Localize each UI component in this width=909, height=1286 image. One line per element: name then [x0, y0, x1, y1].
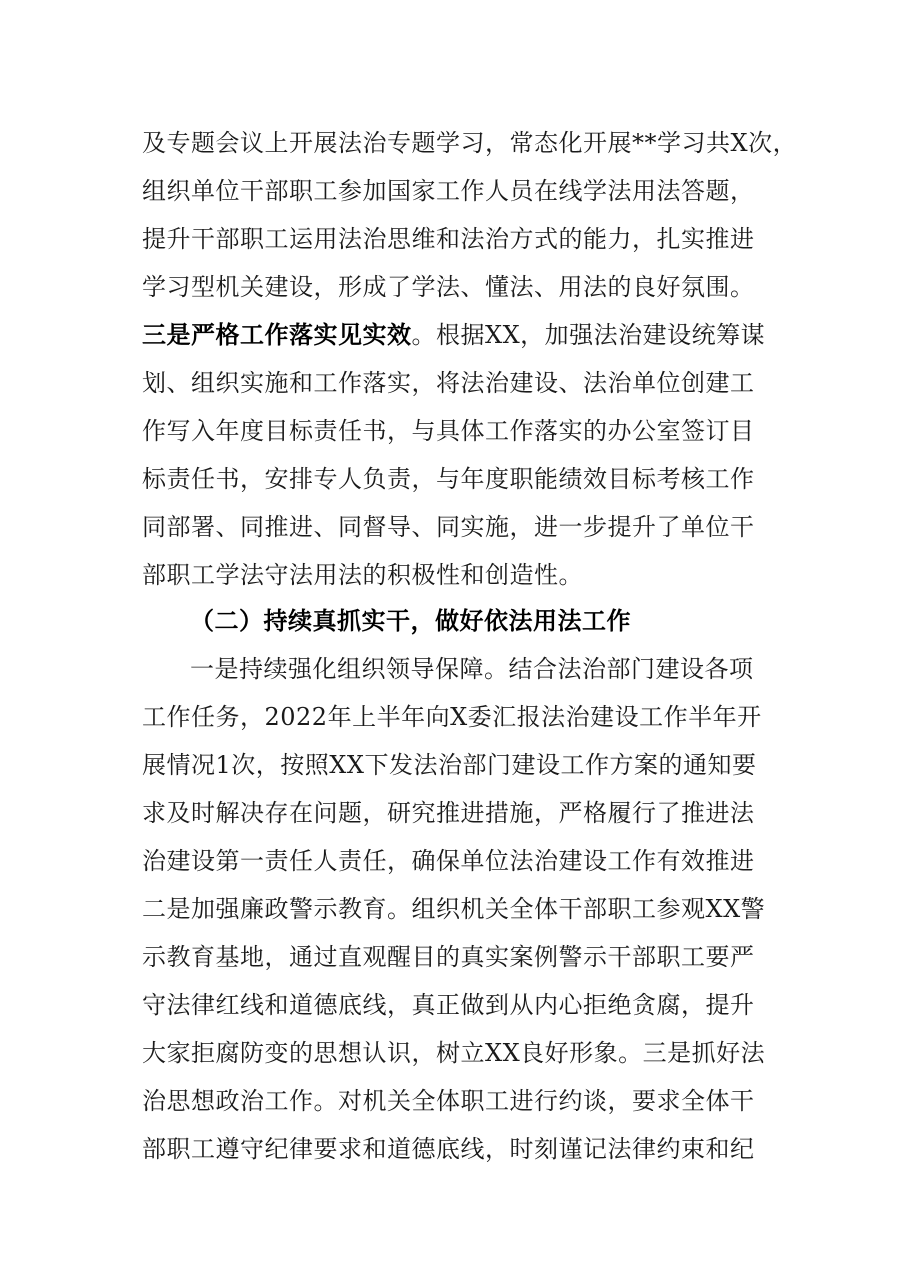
- body-line-19: 守法律红线和道德底线，真正做到从内心拒绝贪腐，提升: [142, 991, 755, 1019]
- body-line-14: 展情况1次，按照XX下发法治部门建设工作方案的通知要: [142, 751, 757, 779]
- body-line-1: 及专题会议上开展法治专题学习，常态化开展**学习共X次，: [142, 129, 798, 157]
- body-line-9: 同部署、同推进、同督导、同实施，进一步提升了单位干: [142, 513, 755, 541]
- body-line-16: 治建设第一责任人责任，确保单位法治建设工作有效推进: [142, 847, 755, 875]
- body-line-12: 一是持续强化组织领导保障。结合法治部门建设各项: [190, 655, 754, 683]
- body-line-8: 标责任书，安排专人负责，与年度职能绩效目标考核工作: [142, 465, 755, 493]
- body-line-4: 学习型机关建设，形成了学法、懂法、用法的良好氛围。: [142, 273, 755, 301]
- bold-lead-phrase: 三是严格工作落实见实效: [142, 320, 412, 349]
- body-line-13: 工作任务，2022年上半年向X委汇报法治建设工作半年开: [142, 703, 762, 731]
- body-line-21: 治思想政治工作。对机关全体职工进行约谈，要求全体干: [142, 1087, 755, 1115]
- body-line-7: 作写入年度目标责任书，与具体工作落实的办公室签订目: [142, 417, 755, 445]
- section-heading: （二）持续真抓实干，做好依法用法工作: [190, 607, 631, 635]
- body-line-5: [142, 311, 782, 359]
- body-line-22: 部职工遵守纪律要求和道德底线，时刻谨记法律约束和纪: [142, 1135, 755, 1163]
- body-line-5-rest: 。根据XX，加强法治建设统筹谋: [411, 321, 766, 349]
- body-line-2: 组织单位干部职工参加国家工作人员在线学法用法答题，: [142, 177, 755, 205]
- body-line-17: 二是加强廉政警示教育。组织机关全体干部职工参观XX警: [142, 895, 766, 923]
- body-line-3: 提升干部职工运用法治思维和法治方式的能力，扎实推进: [142, 225, 755, 253]
- body-line-15: 求及时解决存在问题，研究推进措施，严格履行了推进法: [142, 799, 755, 827]
- body-line-20: 大家拒腐防变的思想认识，树立XX良好形象。三是抓好法: [142, 1039, 766, 1067]
- body-line-6: 划、组织实施和工作落实，将法治建设、法治单位创建工: [142, 369, 755, 397]
- body-line-18: 示教育基地，通过直观醒目的真实案例警示干部职工要严: [142, 943, 755, 971]
- body-line-10: 部职工学法守法用法的积极性和创造性。: [142, 561, 583, 589]
